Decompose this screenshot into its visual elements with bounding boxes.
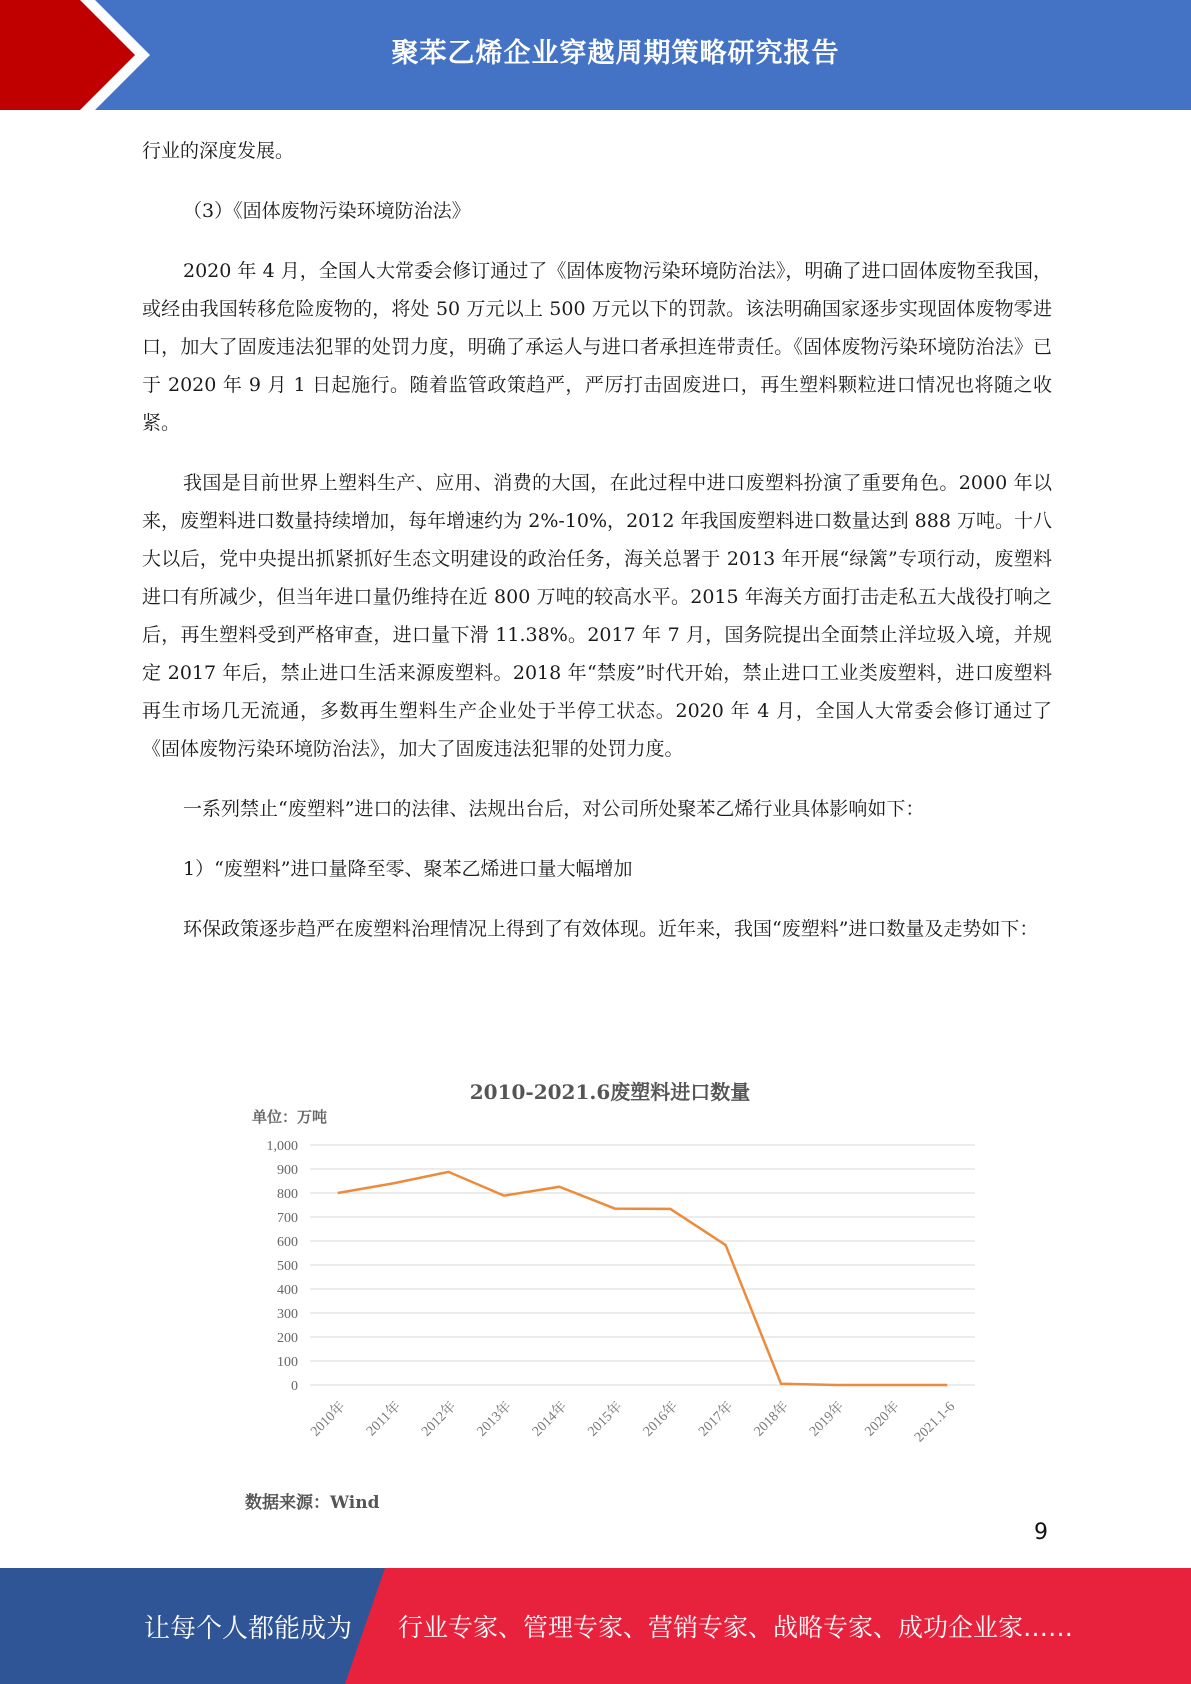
y-tick-label: 200 [277,1331,298,1346]
header-title: 聚苯乙烯企业穿越周期策略研究报告 [391,37,840,69]
y-tick-label: 400 [277,1283,298,1298]
paragraph: 一系列禁止“废塑料”进口的法律、法规出台后，对公司所处聚苯乙烯行业具体影响如下： [183,798,925,820]
page-number: 9 [1034,1520,1048,1545]
page-footer [0,1568,1191,1684]
chart-plot [240,1100,980,1520]
paragraph: 2020 年 4 月，全国人大常委会修订通过了《固体废物污染环境防治法》，明确了进口固体废物至我国，或经由我国转移危险废物的，将处 50 万元以上 500 万元以下的罚款。该法明确国家逐步实现固体废物零进口，加大了固废违法犯罪的处罚力度，明确了承运人与进口者承担连带责任。《固体废物污染环境防治法》已于 2020 年 9 月 1 日起施行。随着监管政策趋严，严厉打击固废进口，再生塑料颗粒进口情况也将随之收紧。 [142,260,1052,434]
x-tick-label: 2014年 [529,1399,571,1440]
x-tick-label: 2011年 [364,1399,404,1440]
x-tick-label: 2010年 [308,1399,349,1440]
paragraph: 环保政策逐步趋严在废塑料治理情况上得到了有效体现。近年来，我国“废塑料”进口数量及走势如下： [183,918,1039,940]
paragraph: （3）《固体废物污染环境防治法》 [183,200,471,222]
x-tick-label: 2012年 [419,1399,460,1440]
x-tick-label: 2019年 [806,1399,848,1440]
y-tick-label: 600 [277,1235,298,1250]
y-tick-label: 0 [291,1379,298,1394]
y-tick-label: 300 [277,1307,298,1322]
y-tick-label: 700 [277,1211,298,1226]
x-tick-label: 2017年 [696,1399,737,1440]
x-tick-label: 2013年 [474,1399,515,1440]
footer-slogan-left: 让每个人都能成为 [144,1613,353,1644]
x-tick-label: 2018年 [751,1399,792,1440]
paragraph: 行业的深度发展。 [142,140,295,162]
chart-title: 2010-2021.6废塑料进口数量 [469,1080,751,1104]
paragraph: 我国是目前世界上塑料生产、应用、消费的大国，在此过程中进口废塑料扮演了重要角色。2000 年以来，废塑料进口数量持续增加，每年增速约为 2%-10%，2012 年我国废塑料进口数量达到 888 万吨。十八大以后，党中央提出抓紧抓好生态文明建设的政治任务，海关总署于 2013 年开展“绿篱”专项行动，废塑料进口有所减少，但当年进口量仍维持在近 800 万吨的较高水平。2015 年海关方面打击走私五大战役打响之后，再生塑料受到严格审查，进口量下滑 11.38%。2017 年 7 月，国务院提出全面禁止洋垃圾入境，并规定 2017 年后，禁止进口生活来源废塑料。2018 年“禁废”时代开始，禁止进口工业类废塑料，进口废塑料再生市场几无流通，多数再生塑料生产企业处于半停工状态。2020 年 4 月，全国人大常委会修订通过了《固体废物污染环境防治法》，加大了固废违法犯罪的处罚力度。 [142,472,1052,760]
series-line [338,1172,948,1385]
page-header [0,0,1191,110]
y-tick-label: 500 [277,1259,298,1274]
x-tick-label: 2020年 [862,1399,903,1440]
y-tick-label: 100 [277,1355,298,1370]
body-text [142,132,1052,948]
y-tick-label: 1,000 [266,1139,298,1154]
paragraph: 1）“废塑料”进口量降至零、聚苯乙烯进口量大幅增加 [183,858,633,880]
x-tick-label: 2016年 [640,1399,682,1440]
x-tick-label: 2015年 [585,1399,626,1440]
x-tick-label: 2021.1-6 [912,1399,959,1446]
chart-unit-label: 单位：万吨 [252,1108,328,1126]
line-chart [240,1070,980,1520]
y-tick-label: 800 [277,1187,298,1202]
y-tick-label: 900 [277,1163,298,1178]
chart-source: 数据来源：Wind [245,1493,380,1513]
footer-slogan-right: 行业专家、管理专家、营销专家、战略专家、成功企业家…… [398,1613,1074,1642]
